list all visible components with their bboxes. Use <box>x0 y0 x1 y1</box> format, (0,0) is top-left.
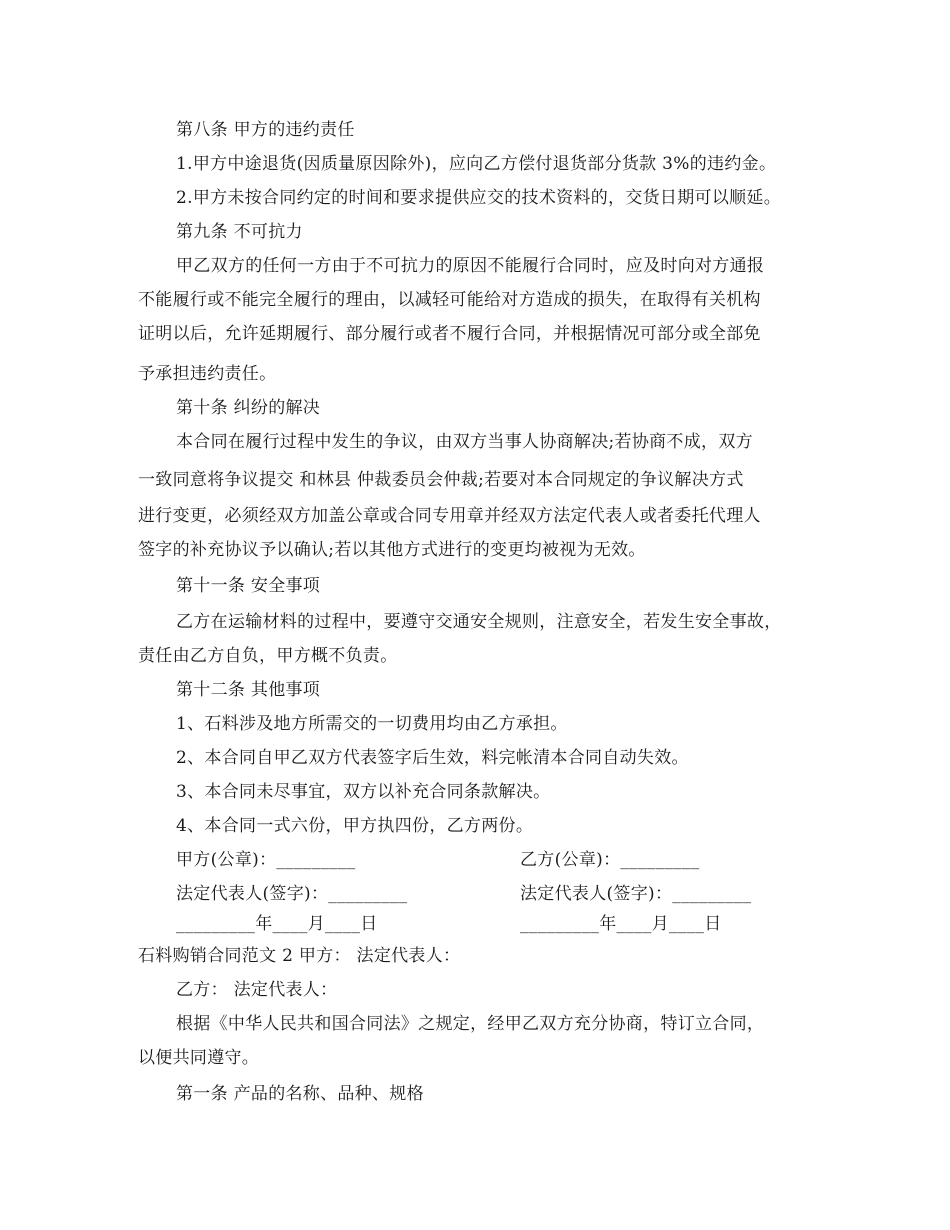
article-9-heading: 第九条 不可抗力 <box>176 222 303 242</box>
contract-2-title: 石料购销合同范文 2 甲方： 法定代表人： <box>138 946 461 966</box>
article-12-item-4: 4、本合同一式六份，甲方执四份，乙方两份。 <box>176 816 534 836</box>
paragraph-line: 责任由乙方自负，甲方概不负责。 <box>138 646 398 666</box>
article-8-item-1: 1.甲方中途退货(因质量原因除外)，应向乙方偿付退货部分货款 3%的违约金。 <box>176 154 777 174</box>
paragraph-line: 签字的补充协议予以确认;若以其他方式进行的变更均被视为无效。 <box>138 540 646 560</box>
article-8-heading: 第八条 甲方的违约责任 <box>176 120 355 140</box>
paragraph-line: 证明以后，允许延期履行、部分履行或者不履行合同，并根据情况可部分或全部免 <box>138 324 761 344</box>
party-a-seal: 甲方(公章)：_________ <box>176 850 356 870</box>
article-10-heading: 第十条 纠纷的解决 <box>176 398 321 418</box>
article-12-item-2: 2、本合同自甲乙双方代表签字后生效，料完帐清本合同自动失效。 <box>176 748 689 768</box>
paragraph-line: 不能履行或不能完全履行的理由，以减轻可能给对方造成的损失，在取得有关机构 <box>138 290 761 310</box>
paragraph-line: 本合同在履行过程中发生的争议，由双方当事人协商解决;若协商不成，双方 <box>176 432 753 452</box>
article-11-heading: 第十一条 安全事项 <box>176 576 321 596</box>
party-b-seal: 乙方(公章)：_________ <box>520 850 700 870</box>
article-12-item-1: 1、石料涉及地方所需交的一切费用均由乙方承担。 <box>176 714 568 734</box>
preamble-line: 根据《中华人民共和国合同法》之规定，经甲乙双方充分协商，特订立合同， <box>176 1014 765 1034</box>
party-b-line: 乙方： 法定代表人： <box>176 980 338 1000</box>
paragraph-line: 乙方在运输材料的过程中，要遵守交通安全规则，注意安全，若发生安全事故， <box>176 612 782 632</box>
paragraph-line: 一致同意将争议提交 和林县 仲裁委员会仲裁;若要对本合同规定的争议解决方式 <box>138 470 744 490</box>
party-a-representative: 法定代表人(签字)：_________ <box>176 884 408 904</box>
article-8-item-2: 2.甲方未按合同约定的时间和要求提供应交的技术资料的，交货日期可以顺延。 <box>176 188 782 208</box>
party-b-representative: 法定代表人(签字)：_________ <box>520 884 752 904</box>
article-12-item-3: 3、本合同未尽事宜，双方以补充合同条款解决。 <box>176 782 551 802</box>
paragraph-line: 予承担违约责任。 <box>138 364 277 384</box>
party-a-date: _________年____月____日 <box>176 914 378 934</box>
article-12-heading: 第十二条 其他事项 <box>176 680 321 700</box>
paragraph-line: 甲乙双方的任何一方由于不可抗力的原因不能履行合同时，应及时向对方通报 <box>176 256 765 276</box>
party-b-date: _________年____月____日 <box>520 914 722 934</box>
article-1-heading: 第一条 产品的名称、品种、规格 <box>176 1084 424 1104</box>
preamble-line: 以便共同遵守。 <box>138 1048 260 1068</box>
paragraph-line: 进行变更，必须经双方加盖公章或合同专用章并经双方法定代表人或者委托代理人 <box>138 506 761 526</box>
